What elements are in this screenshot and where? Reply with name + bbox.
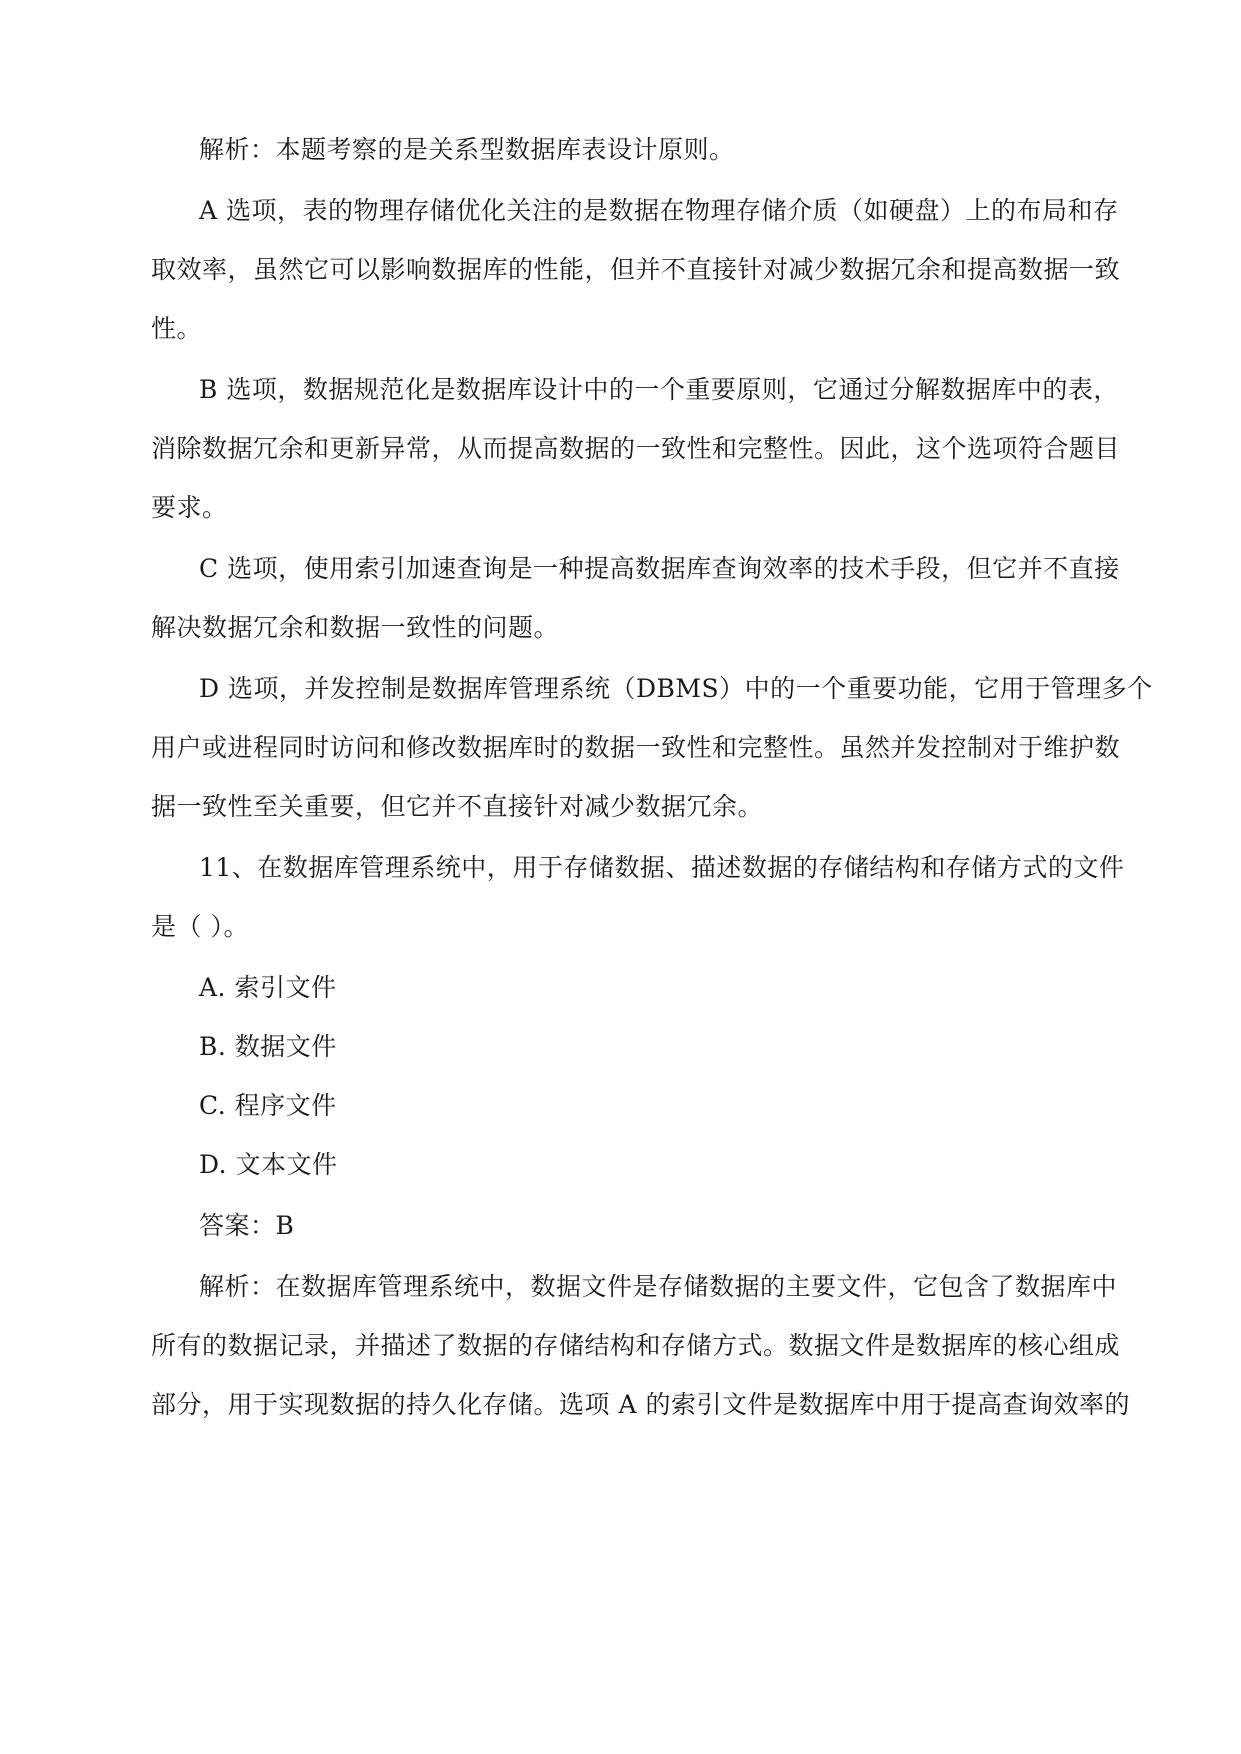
option-b-explain-line-2: 消除数据冗余和更新异常，从而提高数据的一致性和完整性。因此，这个选项符合题目 xyxy=(151,434,1121,463)
question-11-line-1: 11、在数据库管理系统中，用于存储数据、描述数据的存储结构和存储方式的文件 xyxy=(199,853,1125,882)
option-a-explain-line-1: A 选项，表的物理存储优化关注的是数据在物理存储介质（如硬盘）上的布局和存 xyxy=(199,196,1119,225)
analysis-11-line-1: 解析：在数据库管理系统中，数据文件是存储数据的主要文件，它包含了数据库中 xyxy=(199,1272,1118,1301)
option-b-explain-line-1: B 选项，数据规范化是数据库设计中的一个重要原则，它通过分解数据库中的表， xyxy=(199,375,1119,404)
analysis-11-line-3: 部分，用于实现数据的持久化存储。选项 A 的索引文件是数据库中用于提高查询效率的 xyxy=(151,1390,1130,1419)
answer: 答案：B xyxy=(199,1211,295,1240)
option-a-explain-line-3: 性。 xyxy=(151,314,203,343)
choice-a: A. 索引文件 xyxy=(199,973,337,1002)
choice-d: D. 文本文件 xyxy=(199,1150,338,1179)
option-d-explain-line-1: D 选项，并发控制是数据库管理系统（DBMS）中的一个重要功能，它用于管理多个 xyxy=(199,674,1153,703)
choice-c: C. 程序文件 xyxy=(199,1091,337,1120)
analysis-11-line-2: 所有的数据记录，并描述了数据的存储结构和存储方式。数据文件是数据库的核心组成 xyxy=(151,1331,1121,1360)
option-d-explain-line-2: 用户或进程同时访问和修改数据库时的数据一致性和完整性。虽然并发控制对于维护数 xyxy=(151,733,1121,762)
analysis-intro: 解析：本题考察的是关系型数据库表设计原则。 xyxy=(199,135,735,164)
option-b-explain-line-3: 要求。 xyxy=(151,493,228,522)
option-c-explain-line-2: 解决数据冗余和数据一致性的问题。 xyxy=(151,613,560,642)
question-11-line-2: 是（ ）。 xyxy=(151,912,249,941)
option-a-explain-line-2: 取效率，虽然它可以影响数据库的性能，但并不直接针对减少数据冗余和提高数据一致 xyxy=(151,255,1121,284)
option-d-explain-line-3: 据一致性至关重要，但它并不直接针对减少数据冗余。 xyxy=(151,792,764,821)
option-c-explain-line-1: C 选项，使用索引加速查询是一种提高数据库查询效率的技术手段，但它并不直接 xyxy=(199,554,1120,583)
choice-b: B. 数据文件 xyxy=(199,1032,337,1061)
